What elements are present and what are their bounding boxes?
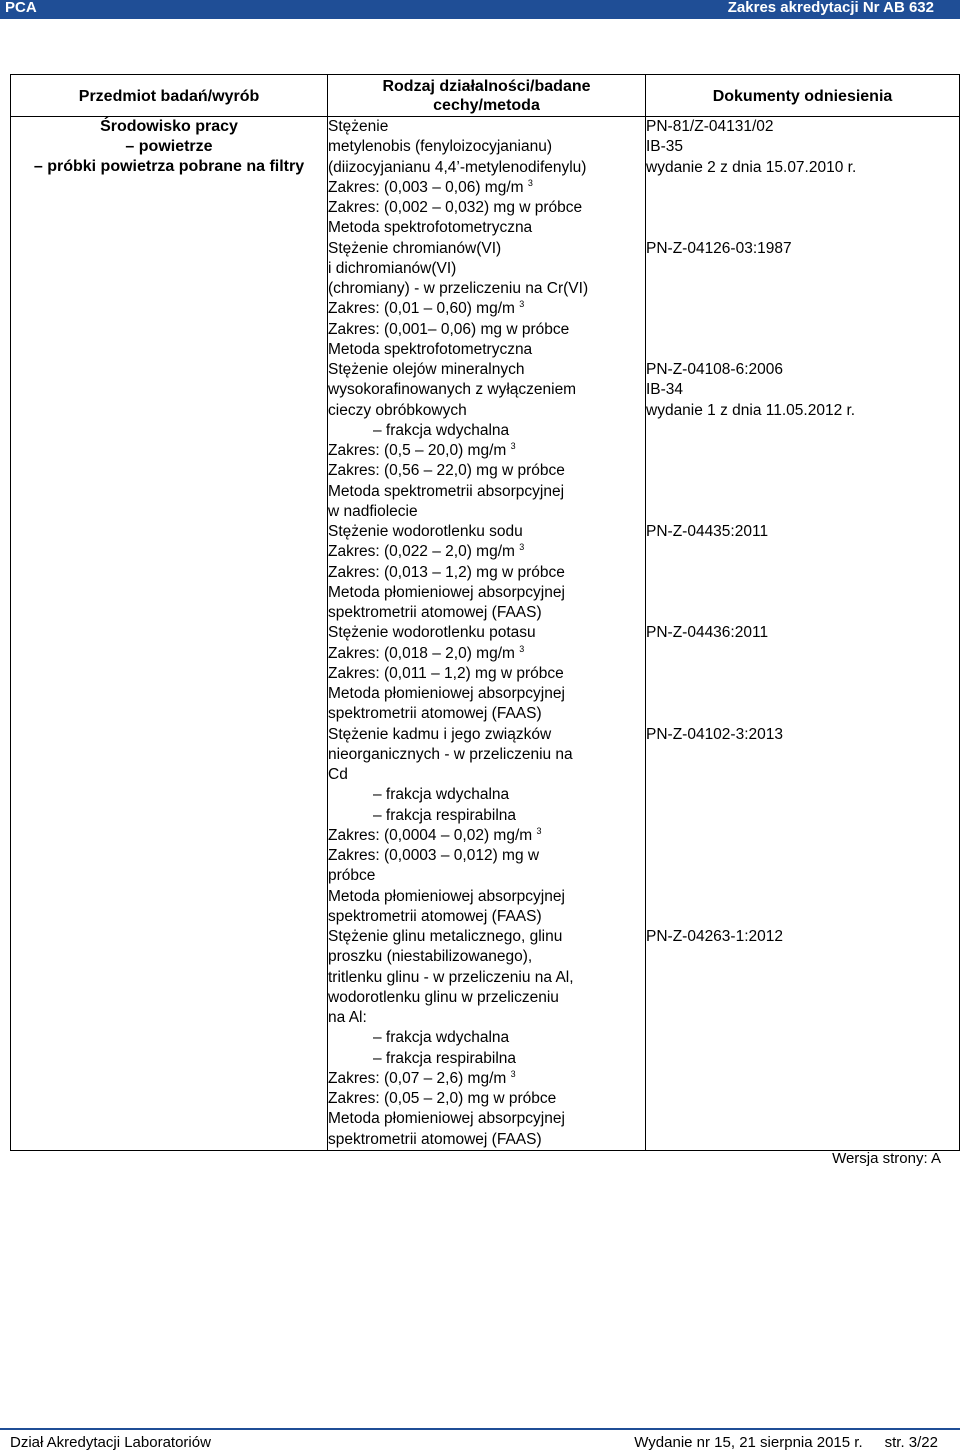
method-line: metylenobis (fenyloizocyjanianu) [328,138,553,156]
method-entry [328,927,645,1150]
method-line: – frakcja wdychalna [373,786,510,804]
doc-entry [646,117,959,239]
header-title: Zakres akredytacji Nr AB 632 [727,0,934,16]
method-entry [328,623,645,724]
method-line: spektrometrii atomowej (FAAS) [328,1130,542,1148]
method-line: (diizocyjanianu 4,4’-metylenodifenylu) [328,158,587,176]
table-row [11,117,960,1151]
footer-page-number: str. 3/22 [884,1434,938,1451]
doc-entry [646,927,959,947]
method-line: Stężenie olejów mineralnych [328,361,525,378]
method-line: Zakres: (0,07 – 2,6) mg/m $^3$ [328,1068,516,1087]
accreditation-table [10,74,960,1151]
method-line: tritlenku glinu - w przeliczeniu na Al, [328,968,574,986]
method-line: Zakres: (0,01 – 0,60) mg/m $^3$ [328,299,525,318]
method-line: i dichromianów(VI) [328,259,457,277]
method-line: spektrometrii atomowej (FAAS) [328,604,542,621]
method-line: Zakres: (0,011 – 1,2) mg w próbce [328,664,564,682]
method-entry [328,522,645,623]
doc-entry [646,360,959,522]
method-line: próbce [328,867,376,885]
doc-line: wydanie 1 z dnia 11.05.2012 r. [646,401,856,419]
method-line: Zakres: (0,05 – 2,0) mg w próbce [328,1090,557,1107]
method-line: Stężenie [328,118,389,135]
method-line: Zakres: (0,002 – 0,032) mg w próbce [328,199,583,216]
page-version: Wersja strony: A [832,1150,941,1167]
footer-edition [634,1434,938,1451]
method-line: w nadfiolecie [328,502,418,520]
doc-line: PN-Z-04263-1:2012 [646,928,783,945]
method-line: wodorotlenku glinu w przeliczeniu [328,988,559,1006]
doc-entry [646,522,959,623]
method-entry [328,360,645,522]
method-entry [328,117,645,239]
method-line: nieorganicznych - w przeliczeniu na [328,745,573,763]
method-line: Stężenie chromianów(VI) [328,239,502,257]
subject-line: Środowisko pracy [100,118,238,135]
method-line: na Al: [328,1009,367,1026]
method-line: Stężenie glinu metalicznego, glinu [328,928,563,945]
method-line: Metoda płomieniowej absorpcyjnej [328,1110,565,1128]
methods-cell [328,117,646,1151]
method-line: – frakcja respirabilna [373,1049,517,1067]
method-line: – frakcja wdychalna [373,421,510,439]
method-line: Metoda płomieniowej absorpcyjnej [328,887,565,905]
doc-line: PN-Z-04102-3:2013 [646,725,783,743]
method-line: Metoda płomieniowej absorpcyjnej [328,685,565,702]
method-line: proszku (niestabilizowanego), [328,948,533,966]
method-line: spektrometrii atomowej (FAAS) [328,907,542,925]
table-header-row [11,75,960,117]
method-line: Cd [328,766,348,783]
method-line: (chromiany) - w przeliczeniu na Cr(VI) [328,280,589,297]
method-line: Metoda spektrofotometryczna [328,340,533,358]
doc-line: IB-34 [646,381,684,399]
method-line: Metoda spektrometrii absorpcyjnej [328,482,565,500]
method-line: Zakres: (0,013 – 1,2) mg w próbce [328,563,565,581]
doc-line: IB-35 [646,138,684,156]
method-entry [328,239,645,361]
method-line: Stężenie kadmu i jego związków [328,725,552,743]
method-entry [328,725,645,928]
doc-line: PN-Z-04436:2011 [646,624,769,642]
footer-edition-text: Wydanie nr 15, 21 sierpnia 2015 r. [634,1434,863,1451]
doc-line: wydanie 2 z dnia 15.07.2010 r. [646,158,857,176]
method-line: Stężenie wodorotlenku potasu [328,624,536,642]
method-line: – frakcja respirabilna [373,806,517,824]
page-header [0,0,960,19]
method-line: Stężenie wodorotlenku sodu [328,523,523,540]
method-line: Zakres: (0,0004 – 0,02) mg/m $^3$ [328,825,542,844]
method-line: Zakres: (0,022 – 2,0) mg/m $^3$ [328,542,525,561]
doc-line: PN-Z-04126-03:1987 [646,239,792,257]
method-line: Zakres: (0,018 – 2,0) mg/m $^3$ [328,643,525,662]
header-subject: Przedmiot badań/wyrób [11,75,328,117]
doc-entry [646,239,959,361]
subject-cell [11,117,328,1151]
footer-divider [0,1428,960,1430]
doc-line: PN-81/Z-04131/02 [646,118,774,135]
method-line: Zakres: (0,0003 – 0,012) mg w [328,847,540,864]
method-line: – frakcja wdychalna [373,1029,510,1047]
method-line: Zakres: (0,5 – 20,0) mg/m $^3$ [328,441,516,459]
method-line: Metoda spektrofotometryczna [328,219,533,237]
header-documents: Dokumenty odniesienia [646,75,960,117]
method-line: Zakres: (0,56 – 22,0) mg w próbce [328,462,565,480]
method-line: Zakres: (0,001– 0,06) mg w próbce [328,320,570,338]
footer-department: Dział Akredytacji Laboratoriów [10,1434,211,1451]
doc-entry [646,623,959,724]
doc-entry [646,725,959,928]
header-activity: Rodzaj działalności/badane cechy/metoda [328,75,646,117]
subject-line: – próbki powietrza pobrane na filtry [33,158,305,175]
method-line: cieczy obróbkowych [328,401,467,419]
doc-line: PN-Z-04435:2011 [646,523,769,540]
header-org: PCA [5,0,37,16]
method-line: wysokorafinowanych z wyłączeniem [328,381,577,399]
subject-line: – powietrze [125,138,213,155]
method-line: Zakres: (0,003 – 0,06) mg/m $^3$ [328,177,533,196]
method-line: spektrometrii atomowej (FAAS) [328,705,542,723]
method-line: Metoda płomieniowej absorpcyjnej [328,583,565,601]
doc-line: PN-Z-04108-6:2006 [646,361,783,378]
documents-cell [646,117,960,1151]
